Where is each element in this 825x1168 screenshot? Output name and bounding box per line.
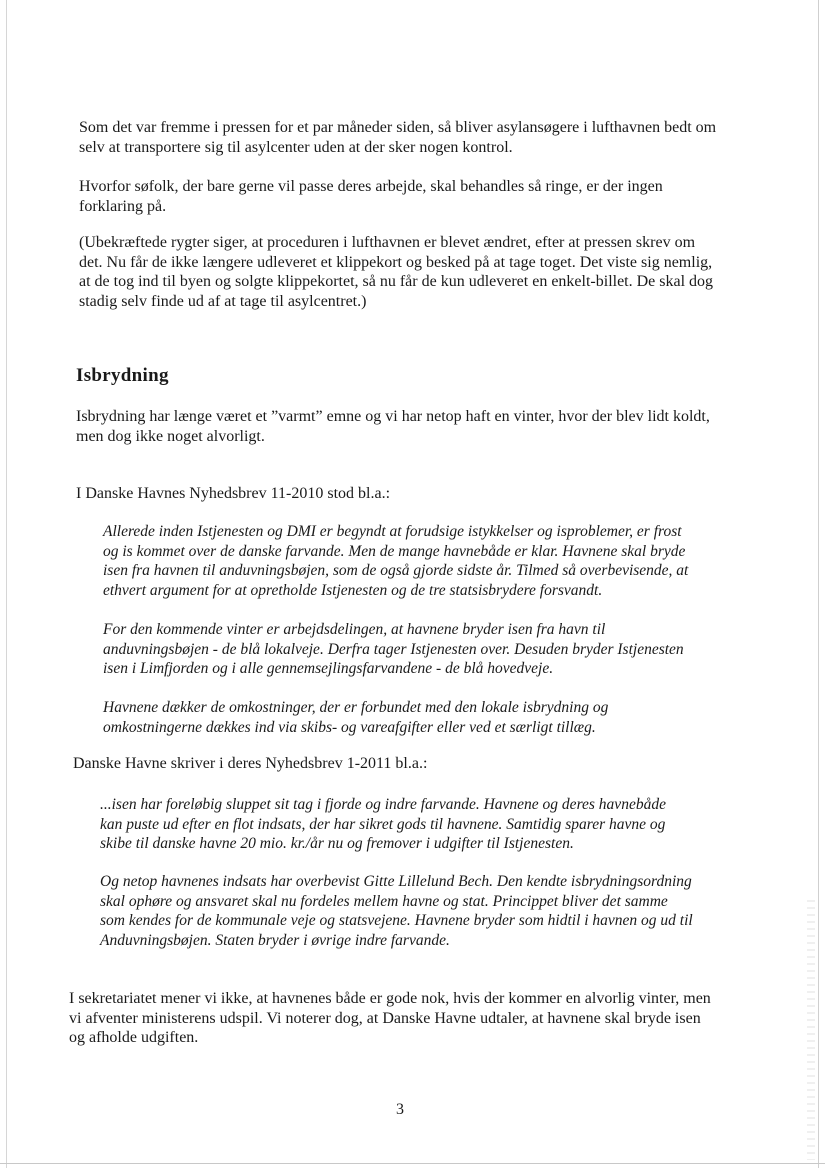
scan-noise	[807, 900, 815, 1160]
paragraph-secretariat: I sekretariatet mener vi ikke, at havnenes både er gode nok, hvis der kommer en alvorlig vinter, men vi afventer ministerens udspil. Vi noterer dog, at Danske Havne udtaler, at havnene skal bryde isen og afholde udgiften.	[69, 990, 711, 1046]
section-heading: Isbrydning	[76, 365, 169, 386]
scan-edge-right	[818, 0, 819, 1168]
scan-edge-bottom	[0, 1163, 825, 1164]
page-number: 3	[396, 1101, 404, 1118]
paragraph-isbrydning: Isbrydning har længe været et ”varmt” emne og vi har netop haft en vinter, hvor der blev lidt koldt, men dog ikke noget alvorligt.	[76, 408, 710, 445]
quote-block-2: For den kommende vinter er arbejdsdelingen, at havnene bryder isen fra havn til anduvningsbøjen - de blå lokalveje. Derfra tager Istjenesten over. Desuden bryder Istjenesten isen i Limfjorden og i alle gennemsejlingsfarvandene - de blå hovedveje.	[103, 621, 684, 677]
intro-newsletter-2010: I Danske Havnes Nyhedsbrev 11-2010 stod bl.a.:	[76, 485, 391, 502]
paragraph-asylum: Som det var fremme i pressen for et par måneder siden, så bliver asylansøgere i lufthavnen bedt om selv at transportere sig til asylcenter uden at der sker nogen kontrol.	[79, 119, 717, 156]
quote-block-5: Og netop havnenes indsats har overbevist Gitte Lillelund Bech. Den kendte isbrydningsordning skal ophøre og ansvaret skal nu fordeles mellem havne og stat. Princippet bliver det samme som kendes for de kommunale veje og statsvejene. Havnene bryder som hidtil i havnen og ud til Anduvningsbøjen. Staten bryder i øvrige indre farvande.	[100, 873, 693, 949]
quote-block-1: Allerede inden Istjenesten og DMI er begyndt at forudsige istykkelser og isproblemer, er frost og is kommet over de danske farvande. Men de mange havnebåde er klar. Havnene skal bryde isen fra havnen til anduvningsbøjen, som de også gjorde sidste år. Tilmed så overbevisende, at ethvert argument for at opretholde Istjenesten og de tre statsisbrydere forsvandt.	[103, 523, 689, 599]
scan-edge-left	[6, 0, 7, 1168]
paragraph-seafarers: Hvorfor søfolk, der bare gerne vil passe deres arbejde, skal behandles så ringe, er der ingen forklaring på.	[79, 178, 663, 215]
paragraph-rumours: (Ubekræftede rygter siger, at proceduren i lufthavnen er blevet ændret, efter at pressen skrev om det. Nu får de ikke længere udleveret et klippekort og besked på at tage toget. Det viste sig nemlig, at de tog ind til byen og solgte klippekortet, så nu får de kun udleveret en enkelt-billet. De skal dog stadig selv finde ud af at tage til asylcentret.)	[79, 234, 714, 310]
quote-block-3: Havnene dækker de omkostninger, der er forbundet med den lokale isbrydning og omkostningerne dækkes ind via skibs- og vareafgifter eller ved et særligt tillæg.	[103, 699, 609, 736]
quote-block-4: ...isen har foreløbig sluppet sit tag i fjorde og indre farvande. Havnene og deres havnebåde kan puste ud efter en flot indsats, der har sikret gods til havnene. Samtidig sparer havne og skibe til danske havne 20 mio. kr./år nu og fremover i udgifter til Istjenesten.	[100, 796, 666, 852]
intro-newsletter-2011: Danske Havne skriver i deres Nyhedsbrev 1-2011 bl.a.:	[73, 755, 428, 772]
